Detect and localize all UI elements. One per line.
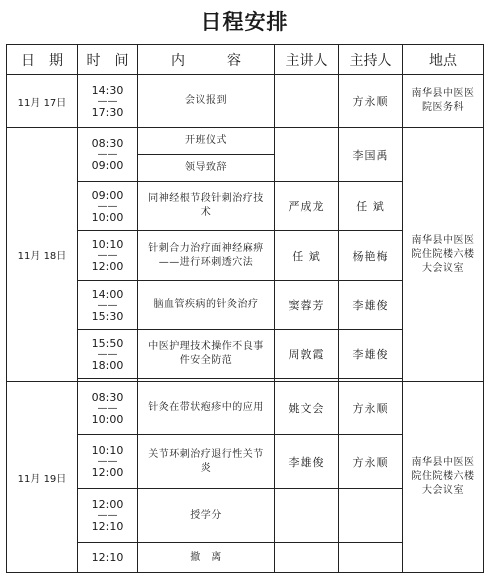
time-end: 10:00	[91, 412, 124, 426]
time-end: 18:00	[91, 358, 124, 372]
time-start: 10:10	[91, 444, 124, 457]
content-cell: 脑血管疾病的针灸治疗	[138, 281, 275, 330]
header-host: 主持人	[339, 45, 403, 75]
host-cell	[339, 489, 403, 543]
table-row	[7, 382, 484, 435]
time-dash: ——	[97, 510, 118, 521]
place-cell: 南华县中医医院住院楼六楼大会议室	[403, 128, 484, 382]
time-end: 17:30	[91, 105, 124, 119]
speaker-cell: 任 斌	[275, 231, 339, 281]
time-dash: ——	[97, 348, 118, 360]
time-start: 10:10	[91, 238, 124, 251]
speaker-cell: 窦蓉芳	[275, 281, 339, 330]
time-end: 10:00	[91, 210, 124, 224]
time-start: 12:00	[91, 498, 124, 511]
time-cell	[78, 382, 138, 435]
time-end: 12:00	[91, 260, 124, 273]
content-cell: 针灸在带状疱疹中的应用	[138, 382, 275, 435]
header-date: 日 期	[7, 45, 78, 75]
header-content: 内 容	[138, 45, 275, 75]
time-cell	[78, 128, 138, 182]
time-end: 12:00	[91, 466, 124, 479]
host-cell	[339, 543, 403, 573]
time-end: 12:10	[91, 520, 124, 533]
speaker-cell: 姚文会	[275, 382, 339, 435]
place-cell: 南华县中医医院住院楼六楼大会议室	[403, 382, 484, 573]
time-start: 08:30	[91, 390, 124, 404]
time-cell	[78, 231, 138, 281]
host-cell: 李雄俊	[339, 330, 403, 379]
time-cell	[78, 182, 138, 231]
header-speaker: 主讲人	[275, 45, 339, 75]
host-cell: 李国禹	[339, 128, 403, 182]
date-cell: 11月 17日	[7, 75, 78, 128]
time-end: 09:00	[91, 159, 124, 172]
host-cell: 杨艳梅	[339, 231, 403, 281]
table-row	[7, 128, 484, 155]
time-dash: ——	[97, 299, 118, 311]
time-cell	[78, 281, 138, 330]
host-cell: 方永顺	[339, 382, 403, 435]
time-cell	[78, 489, 138, 543]
speaker-cell	[275, 489, 339, 543]
host-cell: 方永顺	[339, 435, 403, 489]
time-dash: ——	[97, 402, 118, 414]
speaker-cell	[275, 128, 339, 182]
place-cell: 南华县中医医院医务科	[403, 75, 484, 128]
time-start: 12:10	[91, 551, 124, 564]
date-cell: 11月 18日	[7, 128, 78, 382]
time-start: 09:00	[91, 188, 124, 202]
content-cell: 开班仪式	[138, 128, 275, 155]
content-cell: 授学分	[138, 489, 275, 543]
header-place: 地点	[403, 45, 484, 75]
time-dash: ——	[97, 200, 118, 212]
time-dash: ——	[97, 95, 118, 107]
content-cell: 中医护理技术操作不良事件安全防范	[138, 330, 275, 379]
time-start: 14:00	[91, 287, 124, 301]
content-cell: 领导致辞	[138, 155, 275, 182]
time-cell	[78, 330, 138, 379]
page-title: 日程安排	[200, 10, 289, 34]
speaker-cell	[275, 543, 339, 573]
time-cell	[78, 75, 138, 128]
content-cell: 针刺合力治疗面神经麻痹——进行环刺透穴法	[138, 231, 275, 281]
content-cell: 关节环刺治疗退行性关节炎	[138, 435, 275, 489]
time-dash: ——	[97, 456, 118, 467]
speaker-cell	[275, 75, 339, 128]
host-cell: 方永顺	[339, 75, 403, 128]
table-row	[7, 75, 484, 128]
header-row	[7, 45, 484, 75]
speaker-cell: 周敦霞	[275, 330, 339, 379]
schedule-table	[6, 44, 484, 573]
content-cell: 同神经根节段针刺治疗技术	[138, 182, 275, 231]
speaker-cell: 李雄俊	[275, 435, 339, 489]
time-start: 08:30	[91, 137, 124, 150]
speaker-cell: 严成龙	[275, 182, 339, 231]
date-cell: 11月 19日	[7, 382, 78, 573]
time-start: 14:30	[91, 83, 124, 97]
time-dash: ——	[97, 149, 118, 160]
time-end: 15:30	[91, 309, 124, 323]
time-cell	[78, 435, 138, 489]
time-start: 15:50	[91, 336, 124, 350]
content-cell: 撤 离	[138, 543, 275, 573]
host-cell: 任 斌	[339, 182, 403, 231]
time-dash: ——	[97, 250, 118, 261]
host-cell: 李雄俊	[339, 281, 403, 330]
header-time: 时 间	[78, 45, 138, 75]
time-cell	[78, 543, 138, 573]
content-cell: 会议报到	[138, 75, 275, 128]
